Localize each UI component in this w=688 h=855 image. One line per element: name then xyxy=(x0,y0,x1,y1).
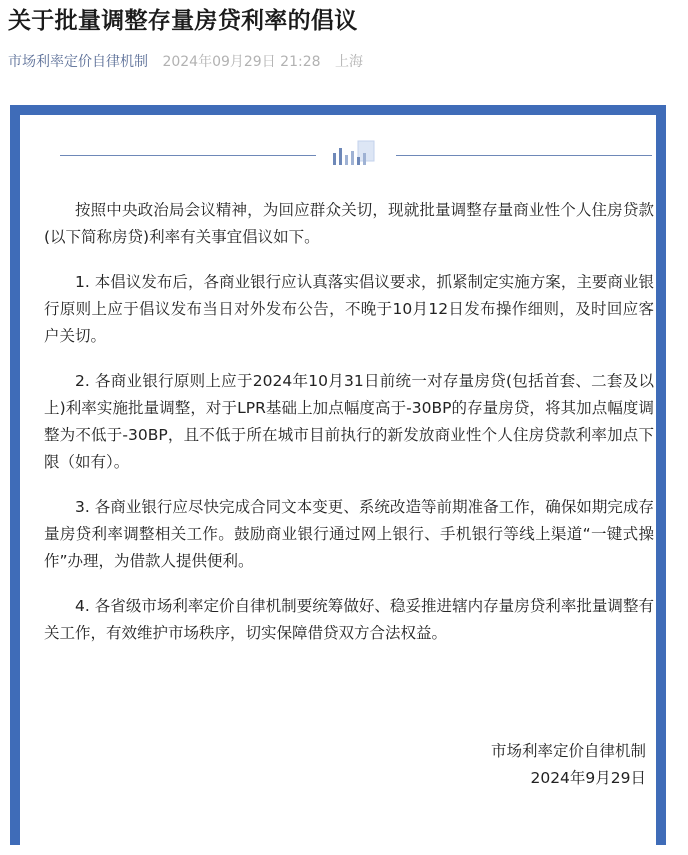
signature-date: 2024年9月29日 xyxy=(530,769,646,787)
document-paper xyxy=(20,115,656,855)
paragraph-item-2: 2. 各商业银行原则上应于2024年10月31日前统一对存量房贷(包括首套、二套及以上)利率实施批量调整，对于LPR基础上加点幅度高于-30BP的存量房贷，将其加点幅度调整为不低于-30BP，且不低于所在城市目前执行的新发放商业性个人住房贷款利率加点下限（如有）。 xyxy=(44,372,654,471)
header-divider-left xyxy=(60,155,316,156)
document-frame xyxy=(10,105,666,845)
signature-block xyxy=(491,738,646,792)
paragraph-item-3: 3. 各商业银行应尽快完成合同文本变更、系统改造等前期准备工作，确保如期完成存量房贷利率调整相关工作。鼓励商业银行通过网上银行、手机银行等线上渠道“一键式操作”办理，为借款人提供便利。 xyxy=(44,498,654,570)
paragraph-item-1: 1. 本倡议发布后，各商业银行应认真落实倡议要求，抓紧制定实施方案，主要商业银行原则上应于倡议发布当日对外发布公告，不晚于10月12日发布操作细则，及时回应客户关切。 xyxy=(44,273,654,345)
bar-chart-document-icon xyxy=(330,137,380,171)
document-body xyxy=(44,197,654,665)
paragraph-item-4: 4. 各省级市场利率定价自律机制要统筹做好、稳妥推进辖内存量房贷利率批量调整有关工作，有效维护市场秩序，切实保障借贷双方合法权益。 xyxy=(44,597,654,642)
account-name-link[interactable]: 市场利率定价自律机制 xyxy=(8,54,148,70)
publish-location: 上海 xyxy=(334,54,363,70)
article-meta xyxy=(8,52,363,72)
paragraph-intro: 按照中央政治局会议精神，为回应群众关切，现就批量调整存量商业性个人住房贷款(以下简称房贷)利率有关事宜倡议如下。 xyxy=(44,201,654,246)
signature-issuer: 市场利率定价自律机制 xyxy=(490,742,646,760)
article-title: 关于批量调整存量房贷利率的倡议 xyxy=(8,8,358,34)
header-divider-right xyxy=(396,155,652,156)
publish-datetime: 2024年09月29日 21:28 xyxy=(162,54,321,70)
